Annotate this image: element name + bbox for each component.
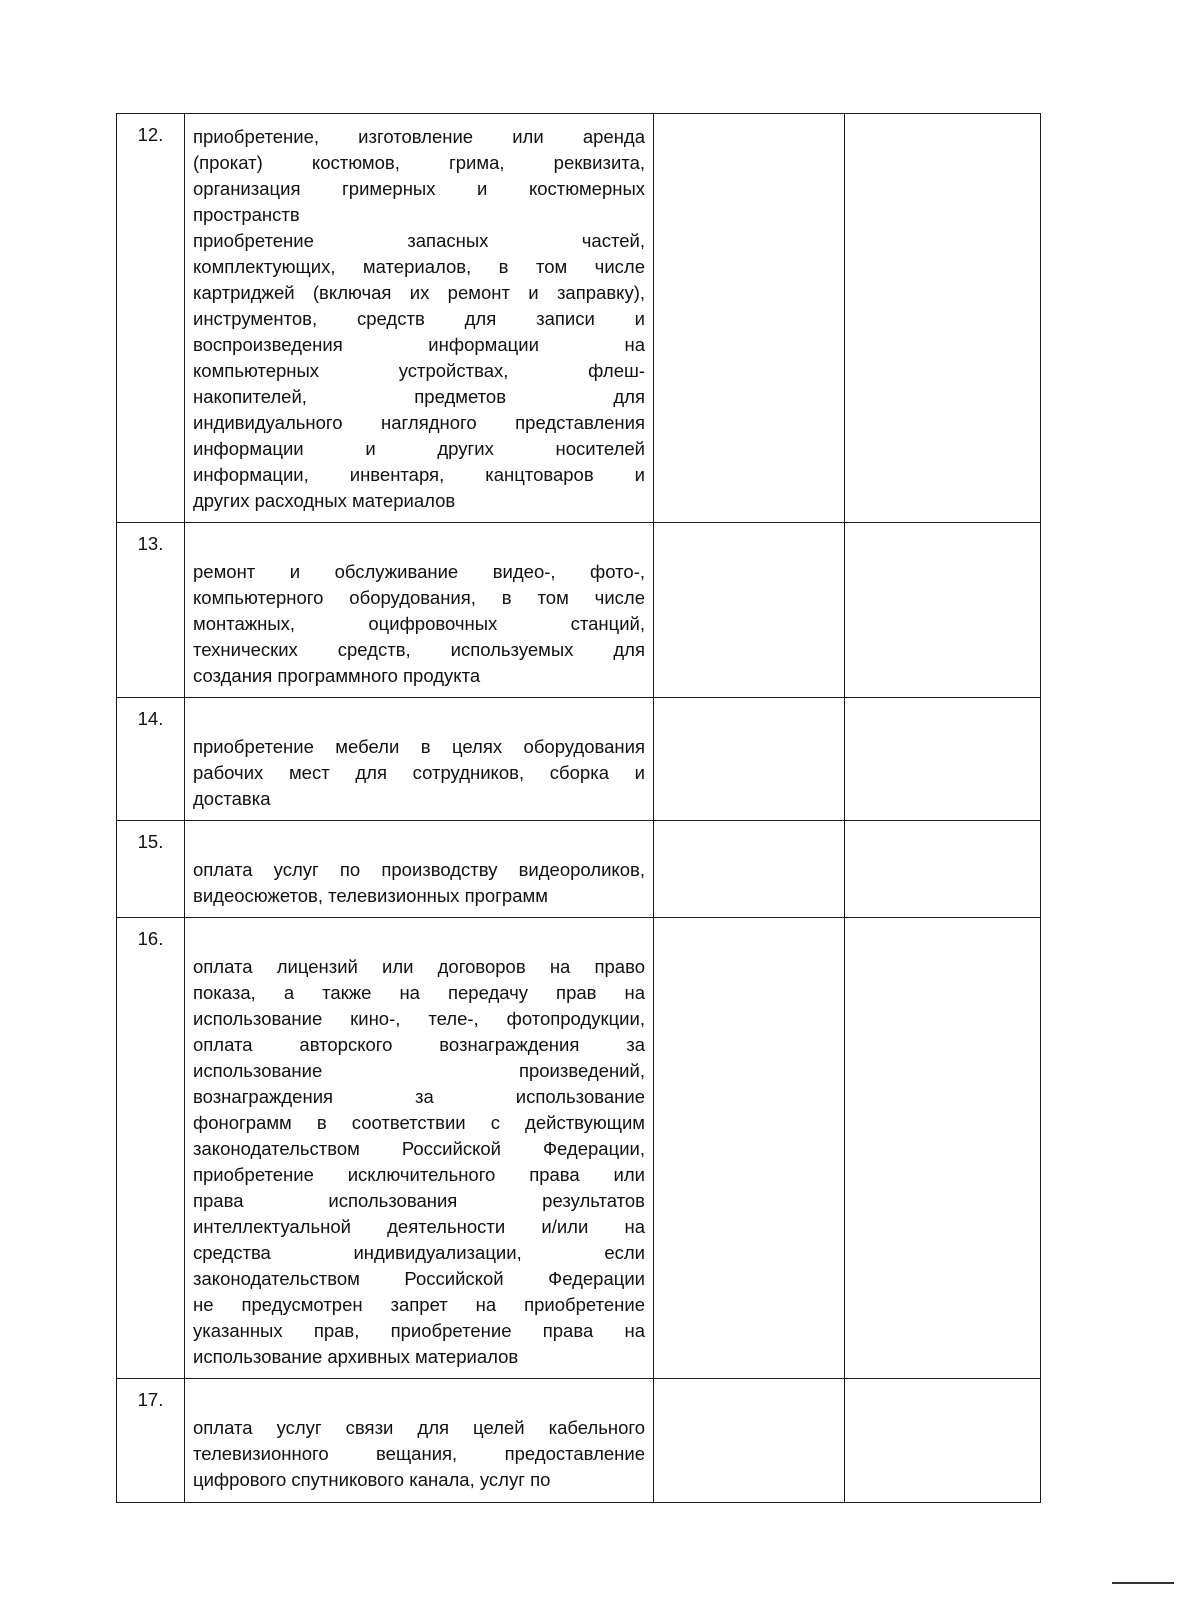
description-line: оплата авторского вознаграждения за — [193, 1034, 645, 1055]
row-description — [185, 698, 654, 821]
description-line: воспроизведения информации на — [193, 334, 645, 355]
empty-cell-column-3 — [654, 918, 845, 1379]
description-line: интеллектуальной деятельности и/или на — [193, 1216, 645, 1237]
empty-cell-column-3 — [654, 114, 845, 523]
description-line: (прокат) костюмов, грима, реквизита, — [193, 152, 645, 173]
blank-spacer — [193, 708, 645, 734]
table-row — [117, 114, 1041, 523]
row-description — [185, 114, 654, 523]
description-line: других расходных материалов — [193, 490, 456, 511]
empty-cell-column-3 — [654, 1379, 845, 1503]
description-line: монтажных, оцифровочных станций, — [193, 613, 645, 634]
description-line: законодательством Российской Федерации, — [193, 1138, 645, 1159]
description-line: телевизионного вещания, предоставление — [193, 1443, 645, 1464]
description-line: вознаграждения за использование — [193, 1086, 645, 1107]
description-line: комплектующих, материалов, в том числе — [193, 256, 645, 277]
description-line: показа, а также на передачу прав на — [193, 982, 645, 1003]
empty-cell-column-4 — [845, 523, 1041, 698]
empty-cell-column-4 — [845, 821, 1041, 918]
description-line: оплата услуг по производству видеороликов, — [193, 859, 645, 880]
description-line: оплата услуг связи для целей кабельного — [193, 1417, 645, 1438]
blank-spacer — [193, 1389, 645, 1415]
empty-cell-column-4 — [845, 698, 1041, 821]
table-row — [117, 523, 1041, 698]
table-row — [117, 1379, 1041, 1503]
description-line: индивидуального наглядного представления — [193, 412, 645, 433]
description-line: технических средств, используемых для — [193, 639, 645, 660]
row-description — [185, 821, 654, 918]
description-line: компьютерного оборудования, в том числе — [193, 587, 645, 608]
row-number: 13. — [117, 523, 185, 698]
blank-spacer — [193, 928, 645, 954]
description-line: приобретение исключительного права или — [193, 1164, 645, 1185]
description-line: права использования результатов — [193, 1190, 645, 1211]
description-line: накопителей, предметов для — [193, 386, 645, 407]
description-line: средства индивидуализации, если — [193, 1242, 645, 1263]
description-line: законодательством Российской Федерации — [193, 1268, 645, 1289]
description-line: информации, инвентаря, канцтоваров и — [193, 464, 645, 485]
description-line: указанных прав, приобретение права на — [193, 1320, 645, 1341]
row-number: 16. — [117, 918, 185, 1379]
row-description — [185, 918, 654, 1379]
description-line: компьютерных устройствах, флеш- — [193, 360, 645, 381]
description-line: фонограмм в соответствии с действующим — [193, 1112, 645, 1133]
empty-cell-column-3 — [654, 821, 845, 918]
blank-spacer — [193, 831, 645, 857]
empty-cell-column-3 — [654, 698, 845, 821]
row-number: 15. — [117, 821, 185, 918]
description-line: цифрового спутникового канала, услуг по — [193, 1469, 551, 1490]
page-edge-mark — [1112, 1582, 1174, 1584]
row-description — [185, 1379, 654, 1503]
description-line: использование архивных материалов — [193, 1346, 519, 1367]
description-line: приобретение, изготовление или аренда — [193, 126, 645, 147]
description-line: не предусмотрен запрет на приобретение — [193, 1294, 645, 1315]
description-line: видеосюжетов, телевизионных программ — [193, 885, 548, 906]
empty-cell-column-3 — [654, 523, 845, 698]
description-line: использование произведений, — [193, 1060, 645, 1081]
row-number: 12. — [117, 114, 185, 523]
description-line: ремонт и обслуживание видео-, фото-, — [193, 561, 645, 582]
description-line: информации и других носителей — [193, 438, 645, 459]
description-line: приобретение мебели в целях оборудования — [193, 736, 645, 757]
description-line: доставка — [193, 788, 271, 809]
row-number: 17. — [117, 1379, 185, 1503]
description-line: рабочих мест для сотрудников, сборка и — [193, 762, 645, 783]
row-number: 14. — [117, 698, 185, 821]
description-line: создания программного продукта — [193, 665, 481, 686]
table-body — [117, 114, 1041, 1503]
table-row — [117, 918, 1041, 1379]
empty-cell-column-4 — [845, 918, 1041, 1379]
blank-spacer — [193, 533, 645, 559]
description-line: использование кино-, теле-, фотопродукции, — [193, 1008, 645, 1029]
description-line: инструментов, средств для записи и — [193, 308, 645, 329]
description-line: пространств — [193, 204, 300, 225]
table-row — [117, 698, 1041, 821]
row-description — [185, 523, 654, 698]
description-line: оплата лицензий или договоров на право — [193, 956, 645, 977]
description-line: приобретение запасных частей, — [193, 230, 645, 251]
expense-items-table — [116, 113, 1041, 1503]
description-line: организация гримерных и костюмерных — [193, 178, 645, 199]
empty-cell-column-4 — [845, 1379, 1041, 1503]
table-row — [117, 821, 1041, 918]
empty-cell-column-4 — [845, 114, 1041, 523]
description-line: картриджей (включая их ремонт и заправку), — [193, 282, 645, 303]
